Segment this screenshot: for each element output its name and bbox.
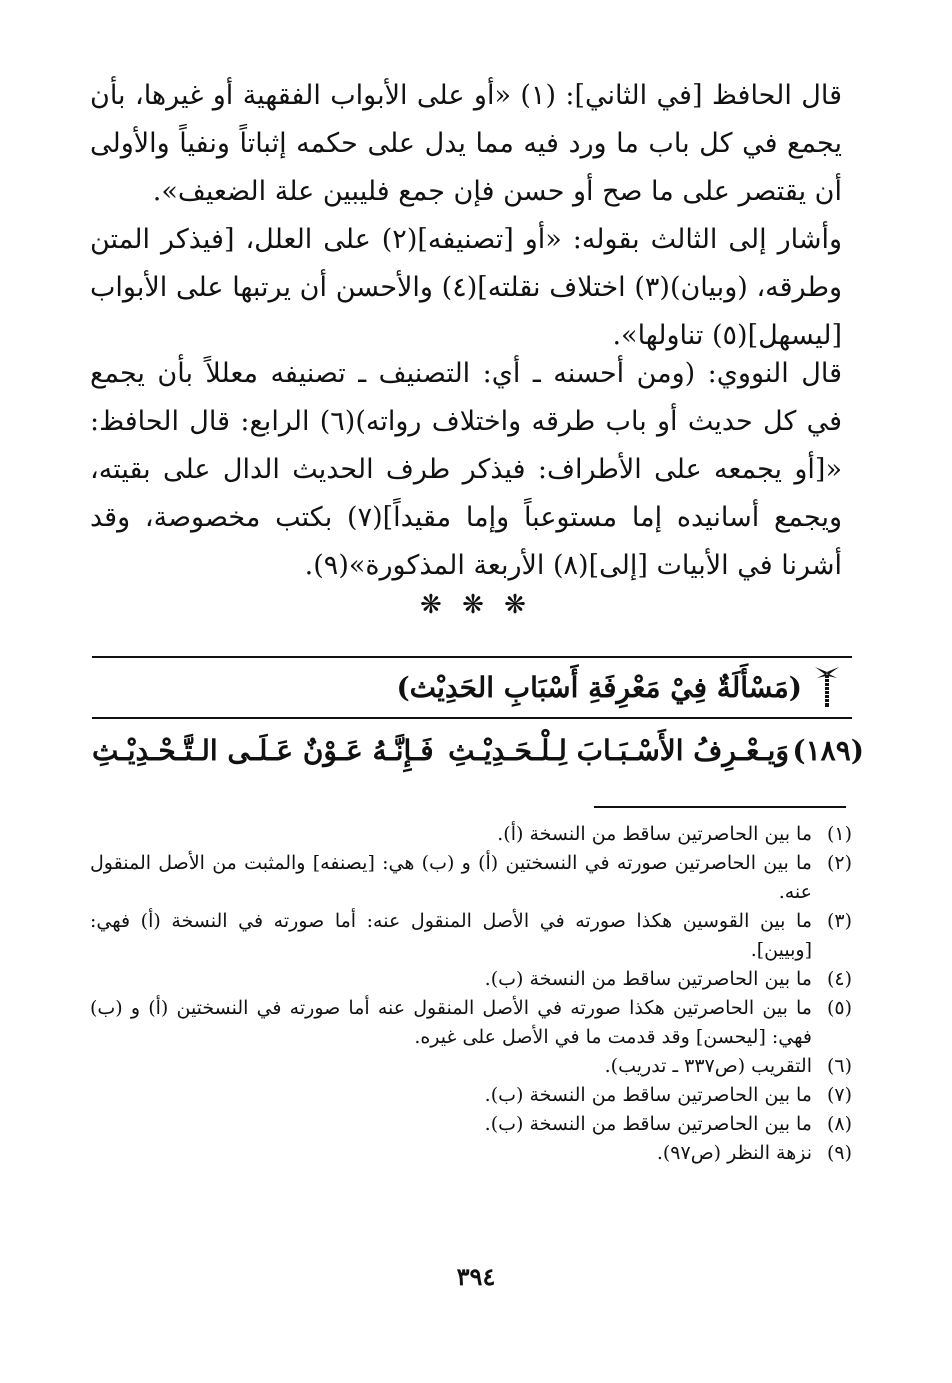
verse-number: (١٨٩) [792,734,864,767]
footnote-item [90,907,852,965]
page-number: ٣٩٤ [456,1262,496,1291]
footnote-number: (٥) [826,997,852,1019]
footnote-number: (٧) [826,1084,852,1106]
footnote-text: ما بين الحاصرتين ساقط من النسخة (ب). [484,1084,812,1106]
section-separator: ❋ ❋ ❋ [420,590,532,620]
footnote-text: ما بين الحاصرتين صورته في النسختين (أ) و (ب) هي: [يصنفه] والمثبت من الأصل المنقول عنه. [90,852,812,903]
footnote-item [90,1052,852,1081]
footnote-number: (٣) [826,910,852,932]
footnote-number: (٨) [826,1113,852,1135]
footnote-item [90,994,852,1052]
title-top-rule [92,656,852,658]
footnote-rule [594,806,846,808]
footnote-text: ما بين القوسين هكذا صورته في الأصل المنقول عنه: أما صورته في النسخة (أ) فهي: [وبيين]. [90,910,812,961]
section-heading [396,664,842,710]
footnote-text: ما بين الحاصرتين هكذا صورته في الأصل المنقول عنه أما صورته في النسختين (أ) و (ب) فهي: [ليحسن] وقد قدمت ما في الأصل على غيره. [90,997,812,1048]
palm-ornament-icon [812,664,842,710]
footnote-number: (٤) [826,968,852,990]
footnote-text: التقريب (ص٣٣٧ ـ تدريب). [604,1055,812,1077]
footnote-item [90,849,852,907]
paragraph-3: قال النووي: (ومن أحسنه ـ أي: التصنيف ـ تصنيفه معللاً بأن يجمع في كل حديث أو باب طرقه واختلاف رواته)(٦) الرابع: قال الحافظ: «[أو يجمعه على الأطراف: فيذكر طرف الحديث الدال على بقيته، ويجمع أسانيده إما مستوعباً وإما مقيداً](٧) بكتب مخصوصة، وقد أشرنا في الأبيات [إلى](٨) الأربعة المذكورة»(٩). [90,358,843,581]
footnote-text: ما بين الحاصرتين ساقط من النسخة (ب). [484,1113,812,1135]
verse-first-hemistich: وَيـعْـرِفُ الأَسْـبَـابَ لِـلْـحَـدِيْـثِ [448,734,789,767]
footnote-number: (٢) [826,852,852,874]
footnote-text: نزهة النظر (ص٩٧). [656,1142,812,1164]
paragraph-1: قال الحافظ [في الثاني]: (١) «أو على الأبواب الفقهية أو غيرها، بأن يجمع في كل باب ما ورد فيه مما يدل على حكمه إثباتاً ونفياً والأولى أن يقتصر على ما صح أو حسن فإن جمع فليبين علة الضعيف». [90,80,843,207]
footnote-item [90,965,852,994]
footnotes [90,820,852,1168]
footnote-number: (٦) [826,1055,852,1077]
footnote-item [90,1081,852,1110]
footnote-number: (١) [826,823,852,845]
footnote-item [90,1110,852,1139]
footnote-item [90,1139,852,1168]
section-title: (مَسْأَلَةٌ فِيْ مَعْرِفَةِ أَسْبَابِ الحَدِيْث) [396,670,802,704]
verse-second-hemistich: فَـإِنَّـهُ عَـوْنٌ عَـلَـى الـتَّـحْـدِيْـثِ [92,734,434,767]
footnote-item [90,820,852,849]
footnote-number: (٩) [826,1142,852,1164]
paragraph-2: وأشار إلى الثالث بقوله: «أو [تصنيفه](٢) على العلل، [فيذكر المتن وطرقه، (وبيان)(٣) اختلاف نقلته](٤) والأحسن أن يرتبها على الأبواب [ليسهل](٥) تناولها». [90,224,842,351]
footnote-text: ما بين الحاصرتين ساقط من النسخة (ب). [484,968,812,990]
title-bottom-rule [92,717,852,719]
footnote-text: ما بين الحاصرتين ساقط من النسخة (أ). [497,823,812,845]
verse-line [92,728,864,778]
